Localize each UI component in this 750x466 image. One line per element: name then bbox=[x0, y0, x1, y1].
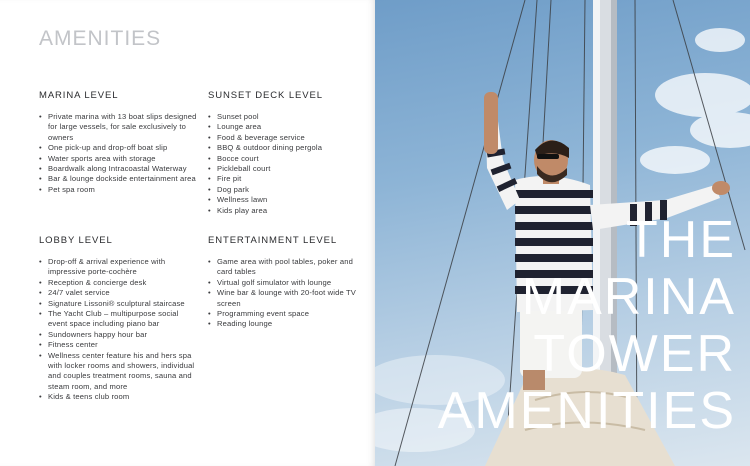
raised-arm bbox=[484, 92, 520, 210]
amenity-item: • Fitness center bbox=[39, 340, 199, 350]
amenity-item: • Signature Lissoni® sculptural staircase bbox=[39, 299, 199, 309]
amenity-item: • Pet spa room bbox=[39, 185, 199, 195]
section-heading: SUNSET DECK LEVEL bbox=[208, 90, 323, 101]
section-heading: MARINA LEVEL bbox=[39, 90, 119, 101]
amenity-item: • BBQ & outdoor dining pergola bbox=[208, 143, 358, 153]
amenity-item: • Bar & lounge dockside entertainment area bbox=[39, 174, 199, 184]
cover-title-line: TOWER bbox=[533, 325, 736, 383]
amenity-item: • Programming event space bbox=[208, 309, 358, 319]
cover-title bbox=[376, 212, 736, 440]
amenity-item: • Drop-off & arrival experience with impressive porte-cochère bbox=[39, 257, 199, 278]
amenity-item: • Dog park bbox=[208, 185, 358, 195]
amenity-list bbox=[208, 112, 358, 216]
section-sunset-deck-level bbox=[208, 90, 358, 216]
amenity-item: • Food & beverage service bbox=[208, 133, 358, 143]
amenity-item: • Wine bar & lounge with 20-foot wide TV screen bbox=[208, 288, 358, 309]
right-page-photo bbox=[375, 0, 750, 466]
section-heading: LOBBY LEVEL bbox=[39, 235, 113, 246]
section-lobby-level bbox=[39, 235, 199, 403]
page-title: AMENITIES bbox=[39, 27, 162, 50]
amenity-list bbox=[39, 112, 199, 195]
amenity-item: • Bocce court bbox=[208, 154, 358, 164]
amenity-item: • Sunset pool bbox=[208, 112, 358, 122]
amenity-item: • Kids play area bbox=[208, 206, 358, 216]
amenity-item: • Water sports area with storage bbox=[39, 154, 199, 164]
section-heading: ENTERTAINMENT LEVEL bbox=[208, 235, 338, 246]
amenity-item: • Fire pit bbox=[208, 174, 358, 184]
amenity-item: • The Yacht Club – multipurpose social event space including piano bar bbox=[39, 309, 199, 330]
amenity-item: • Boardwalk along Intracoastal Waterway bbox=[39, 164, 199, 174]
amenity-item: • One pick-up and drop-off boat slip bbox=[39, 143, 199, 153]
cover-title-line: THE bbox=[626, 211, 736, 269]
amenity-item: • Virtual golf simulator with lounge bbox=[208, 278, 358, 288]
amenity-item: • Lounge area bbox=[208, 122, 358, 132]
cover-title-line: AMENITIES bbox=[437, 382, 736, 440]
amenity-list bbox=[39, 257, 199, 403]
amenity-item: • Private marina with 13 boat slips designed for large vessels, for sale exclusively to owners bbox=[39, 112, 199, 143]
amenity-item: • Pickleball court bbox=[208, 164, 358, 174]
amenity-item: • Kids & teens club room bbox=[39, 392, 199, 402]
amenity-item: • Sundowners happy hour bar bbox=[39, 330, 199, 340]
section-entertainment-level bbox=[208, 235, 358, 330]
amenity-item: • Game area with pool tables, poker and card tables bbox=[208, 257, 358, 278]
amenity-item: • Wellness lawn bbox=[208, 195, 358, 205]
section-marina-level bbox=[39, 90, 199, 195]
cover-title-line: MARINA bbox=[521, 268, 736, 326]
amenity-item: • Reception & concierge desk bbox=[39, 278, 199, 288]
amenity-item: • Wellness center feature his and hers spa with locker rooms and showers, individual and couples treatment rooms, sauna and steam room, and more bbox=[39, 351, 199, 393]
amenity-item: • 24/7 valet service bbox=[39, 288, 199, 298]
amenity-item: • Reading lounge bbox=[208, 319, 358, 329]
amenity-list bbox=[208, 257, 358, 330]
